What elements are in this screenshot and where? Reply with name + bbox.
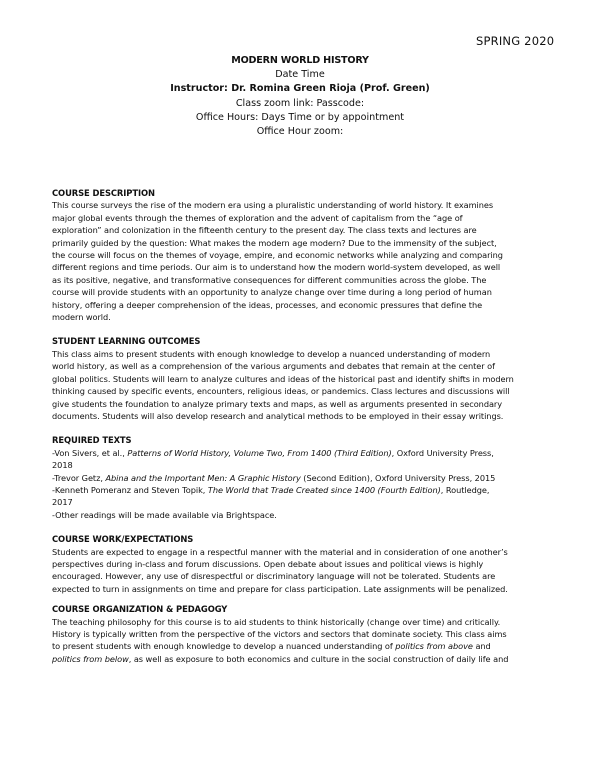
paragraph-line: history, offering a deeper comprehension of the ideas, processes, and economic pressures that define the xyxy=(52,299,483,310)
paragraph-line: History is typically written from the perspective of the victors and sectors that dominate society. This class aims xyxy=(52,629,507,639)
pedagogy-section xyxy=(52,603,552,665)
office-hour-zoom: Office Hour zoom: xyxy=(256,126,344,138)
text-entry xyxy=(52,472,552,484)
paragraph-line xyxy=(52,653,552,665)
paragraph-line: expected to turn in assignments on time and prepare for class participation. Late assignments will be penalized. xyxy=(52,583,508,594)
semester-label: SPRING 2020 xyxy=(476,34,555,48)
paragraph-line: perspectives during in-class and forum discussions. Open debate about issues and political views is highly xyxy=(52,558,484,569)
learning-outcomes-section xyxy=(52,335,552,422)
text-year: 2018 xyxy=(52,460,73,471)
syllabus-body xyxy=(52,187,552,677)
paragraph-line: This course surveys the rise of the modern era using a pluralistic understanding of world history. It examines xyxy=(52,200,494,211)
section-heading: STUDENT LEARNING OUTCOMES xyxy=(52,336,201,347)
paragraph-line xyxy=(52,640,552,652)
section-heading: COURSE WORK/EXPECTATIONS xyxy=(52,534,194,545)
text-title: Patterns of World History, Volume Two, From 1400 (Third Edition) xyxy=(127,447,392,458)
paragraph-line: This class aims to present students with enough knowledge to develop a nuanced understanding of modern xyxy=(52,348,491,359)
instructor-name: Instructor: Dr. Romina Green Rioja (Prof. Green) xyxy=(170,83,430,95)
text-publisher: , Routledge, xyxy=(440,484,490,495)
text-year: 2017 xyxy=(52,497,73,508)
text-publisher: , Oxford University Press, xyxy=(391,447,494,458)
paragraph-line: Students are expected to engage in a respectful manner with the material and in consideration of one another’s xyxy=(52,546,508,557)
paragraph-line: world history, as well as a comprehension of the various arguments and debates that remain at the center of xyxy=(52,361,495,372)
paragraph-line: major global events through the themes of exploration and the advent of capitalism from the “age of xyxy=(52,212,463,223)
required-texts-section xyxy=(52,434,552,521)
paragraph-line: exploration” and colonization in the fifteenth century to the present day. The class texts and lectures are xyxy=(52,225,477,236)
emphasis-text: politics from below xyxy=(52,653,129,664)
course-header xyxy=(0,54,600,139)
section-heading: COURSE DESCRIPTION xyxy=(52,188,155,198)
paragraph-line: give students the foundation to analyze primary texts and maps, as well as arguments presented in secondary xyxy=(52,398,503,409)
date-time: Date Time xyxy=(275,69,325,81)
paragraph-line: primarily guided by the question: What makes the modern age modern? Due to the immensity of the subject, xyxy=(52,237,497,248)
office-hours: Office Hours: Days Time or by appointment xyxy=(195,111,405,123)
paragraph-line: modern world. xyxy=(52,312,111,323)
coursework-section xyxy=(52,533,552,595)
paragraph-line: global politics. Students will learn to analyze cultures and ideas of the historical past and identify shifts in modern xyxy=(52,373,514,384)
paragraph-line: encouraged. However, any use of disrespectful or discriminatory language will not be tolerated. Students are xyxy=(52,571,496,582)
line-text: and xyxy=(472,641,491,652)
text-author: -Trevor Getz, xyxy=(52,472,106,483)
paragraph-line: the course will focus on the themes of voyage, empire, and economic networks while analyzing and comparing xyxy=(52,250,503,261)
line-text: to present students with enough knowledge to develop a nuanced understanding of xyxy=(52,641,396,652)
text-entry xyxy=(52,447,552,459)
paragraph-line: documents. Students will also develop research and analytical methods to be employed in their essay writings. xyxy=(52,410,504,421)
paragraph-line: thinking caused by specific events, encounters, religious ideas, or pandemics. Class lectures and discussions will xyxy=(52,386,510,397)
section-heading: REQUIRED TEXTS xyxy=(52,435,132,446)
emphasis-text: politics from above xyxy=(395,641,473,652)
paragraph-line: as its positive, negative, and transformative consequences for different communities across the globe. The xyxy=(52,274,487,285)
paragraph-line: course will provide students with an opportunity to analyze change over time during a long period of human xyxy=(52,287,492,298)
zoom-link: Class zoom link: Passcode: xyxy=(235,97,365,109)
text-title: Abina and the Important Men: A Graphic History xyxy=(105,472,301,483)
text-title: The World that Trade Created since 1400 (Fourth Edition) xyxy=(207,484,441,495)
section-heading: COURSE ORGANIZATION & PEDAGOGY xyxy=(52,604,228,615)
line-text: , as well as exposure to both economics and culture in the social construction of daily life and xyxy=(128,653,509,664)
text-publisher: (Second Edition), Oxford University Press, 2015 xyxy=(300,472,496,483)
text-author: -Von Sivers, et al., xyxy=(52,447,128,458)
paragraph-line: The teaching philosophy for this course is to aid students to think historically (change over time) and critically. xyxy=(52,616,501,627)
text-author: -Kenneth Pomeranz and Steven Topik, xyxy=(52,484,208,495)
course-title: MODERN WORLD HISTORY xyxy=(231,55,369,66)
course-description-section xyxy=(52,187,552,323)
paragraph-line: different regions and time periods. Our aim is to understand how the modern world-system developed, as well xyxy=(52,262,501,273)
text-entry: -Other readings will be made available via Brightspace. xyxy=(52,509,277,520)
text-entry xyxy=(52,484,552,496)
